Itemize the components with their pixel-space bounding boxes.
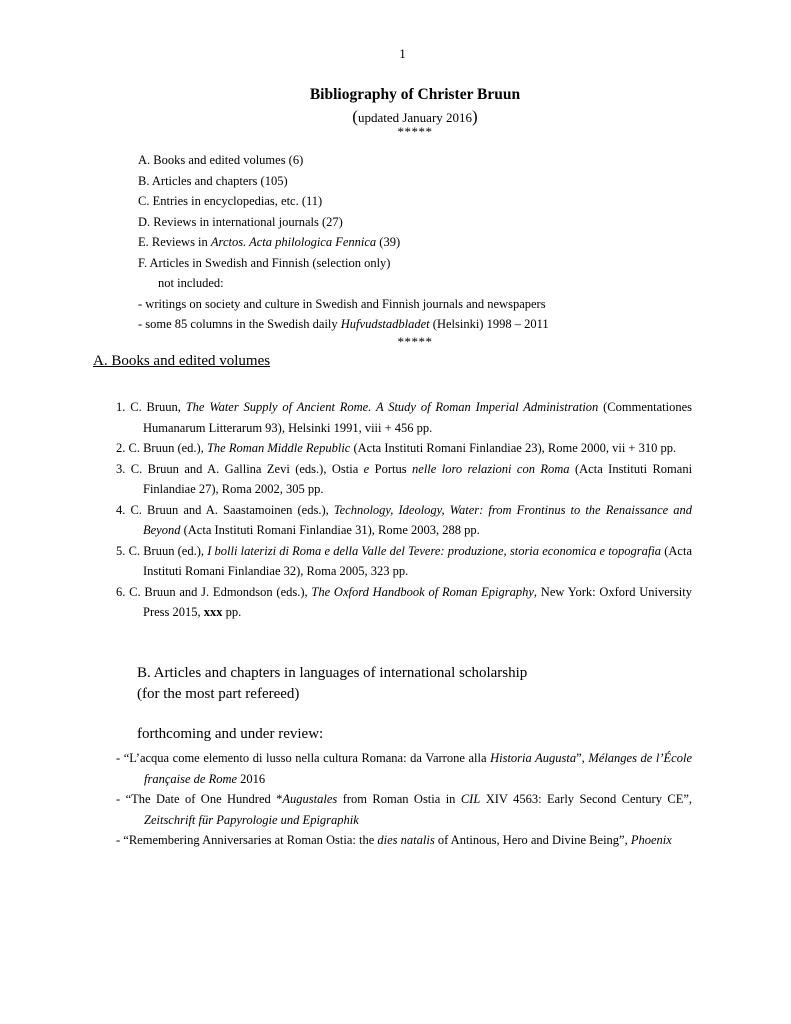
list-item: 3. C. Bruun and A. Gallina Zevi (eds.), Ostia e Portus nelle loro relazioni con Roma (Acta Instituti Romani Finlandiae 27), Roma 2002, 305 pp. [116,461,693,496]
list-item: - “Remembering Anniversaries at Roman Ostia: the dies natalis of Antinous, Hero and Divine Being”, Phoenix [116,833,672,847]
list-item: - “The Date of One Hundred *Augustales from Roman Ostia in CIL XIV 4563: Early Second Century CE”, Zeitschrift für Papyrologie und Epigraphik [116,792,692,827]
separator-top: ***** [397,124,433,139]
toc-item: A. Books and edited volumes (6) [138,153,304,167]
list-item: 2. C. Bruun (ed.), The Roman Middle Republic (Acta Instituti Romani Finlandiae 23), Rome 2000, vii + 310 pp. [116,441,677,455]
page-number: 1 [399,46,406,61]
not-included-item: - writings on society and culture in Swedish and Finnish journals and newspapers [138,296,546,311]
list-item: - “L’acqua come elemento di lusso nella cultura Romana: da Varrone alla Historia Augusta”, Mélanges de l’École française de Rome 2016 [116,751,693,786]
list-item: 4. C. Bruun and A. Saastamoinen (eds.), Technology, Ideology, Water: from Frontinus to the Renaissance and Beyond (Acta Instituti Romani Finlandiae 31), Rome 2003, 288 pp. [116,502,692,537]
toc-item: B. Articles and chapters (105) [138,173,288,188]
not-included-label: not included: [158,276,224,290]
page-title: Bibliography of Christer Bruun [309,86,521,103]
section-a-heading: A. Books and edited volumes [93,353,271,369]
books-list [116,397,692,623]
not-included-item: - some 85 columns in the Swedish daily Hufvudstadbladet (Helsinki) 1998 – 2011 [138,317,549,331]
list-item: 6. C. Bruun and J. Edmondson (eds.), The Oxford Handbook of Roman Epigraphy, New York: Oxford University Press 2015, xxx pp. [116,584,692,619]
toc-item: E. Reviews in Arctos. Acta philologica Fennica (39) [138,235,401,249]
page-subtitle: (updated January 2016) [352,107,478,126]
section-b-heading: B. Articles and chapters in languages of international scholarship (for the most part refereed) [137,665,528,702]
list-item: 5. C. Bruun (ed.), I bolli laterizi di Roma e della Valle del Tevere: produzione, storia economica e topografia (Acta Instituti Romani Finlandiae 32), Roma 2005, 323 pp. [116,543,693,578]
subtitle-text: updated January 2016 [357,110,473,125]
toc-item: F. Articles in Swedish and Finnish (selection only) [138,255,391,270]
list-item: 1. C. Bruun, The Water Supply of Ancient Rome. A Study of Roman Imperial Administration (Commentationes Humanarum Litterarum 93), Helsinki 1991, viii + 456 pp. [116,400,693,435]
toc-item: D. Reviews in international journals (27) [138,214,343,229]
separator-bottom: ***** [397,334,433,349]
forthcoming-subheading: forthcoming and under review: [137,726,324,742]
toc-item: C. Entries in encyclopedias, etc. (11) [138,194,323,208]
table-of-contents [138,150,549,335]
articles-list [116,748,692,851]
